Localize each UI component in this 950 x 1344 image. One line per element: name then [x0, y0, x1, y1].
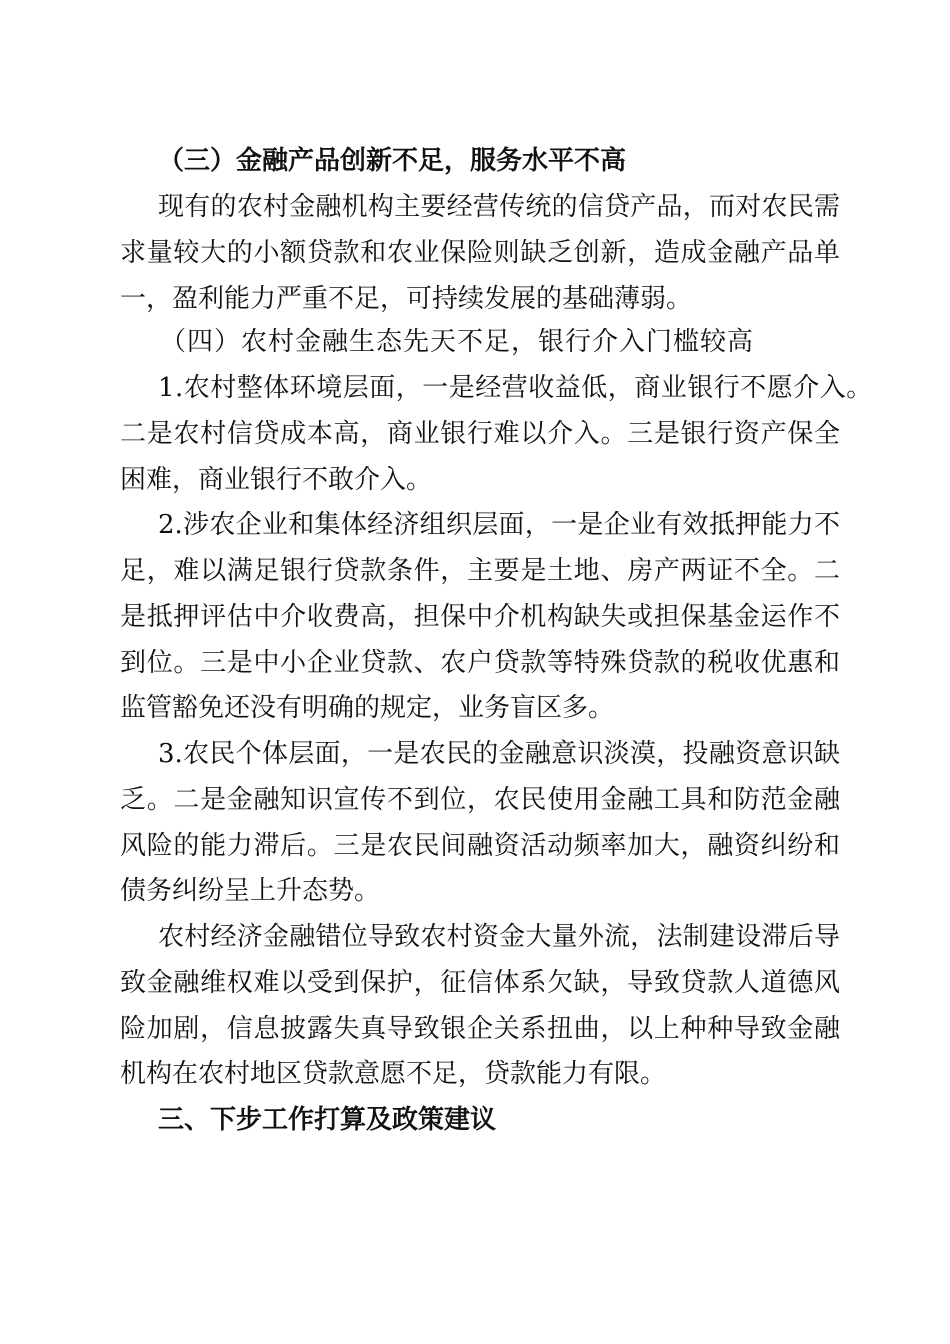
section-heading-3: （三）金融产品创新不足，服务水平不高 [158, 146, 627, 176]
paragraph-line: 机构在农村地区贷款意愿不足，贷款能力有限。 [120, 1059, 667, 1089]
paragraph-line: 险加剧，信息披露失真导致银企关系扭曲，以上种种导致金融 [120, 1014, 840, 1044]
paragraph-line: 监管豁免还没有明确的规定，业务盲区多。 [120, 693, 615, 723]
paragraph-line: 一，盈利能力严重不足，可持续发展的基础薄弱。 [120, 284, 693, 314]
paragraph-line: 乏。二是金融知识宣传不到位，农民使用金融工具和防范金融 [120, 785, 840, 815]
paragraph-line: 困难，商业银行不敢介入。 [120, 465, 433, 495]
main-heading-3: 三、下步工作打算及政策建议 [158, 1105, 497, 1135]
section-heading-4: （四）农村金融生态先天不足，银行介入门槛较高 [160, 327, 755, 357]
paragraph-line: 致金融维权难以受到保护，征信体系欠缺，导致贷款人道德风 [120, 968, 840, 998]
paragraph-line: 到位。三是中小企业贷款、农户贷款等特殊贷款的税收优惠和 [120, 648, 840, 678]
paragraph-line: 现有的农村金融机构主要经营传统的信贷产品，而对农民需 [158, 192, 840, 222]
paragraph-line: 1.农村整体环境层面，一是经营收益低，商业银行不愿介入。 [158, 373, 873, 403]
paragraph-line: 求量较大的小额贷款和农业保险则缺乏创新，造成金融产品单 [120, 238, 840, 268]
paragraph-line: 风险的能力滞后。三是农民间融资活动频率加大，融资纠纷和 [120, 831, 840, 861]
paragraph-line: 2.涉农企业和集体经济组织层面，一是企业有效抵押能力不 [158, 510, 840, 540]
paragraph-line: 足，难以满足银行贷款条件，主要是土地、房产两证不全。二 [120, 556, 840, 586]
paragraph-line: 3.农民个体层面，一是农民的金融意识淡漠，投融资意识缺 [158, 739, 840, 769]
paragraph-line: 是抵押评估中介收费高，担保中介机构缺失或担保基金运作不 [120, 602, 840, 632]
paragraph-line: 债务纠纷呈上升态势。 [120, 876, 381, 906]
paragraph-line: 二是农村信贷成本高，商业银行难以介入。三是银行资产保全 [120, 419, 840, 449]
paragraph-line: 农村经济金融错位导致农村资金大量外流，法制建设滞后导 [158, 922, 840, 952]
